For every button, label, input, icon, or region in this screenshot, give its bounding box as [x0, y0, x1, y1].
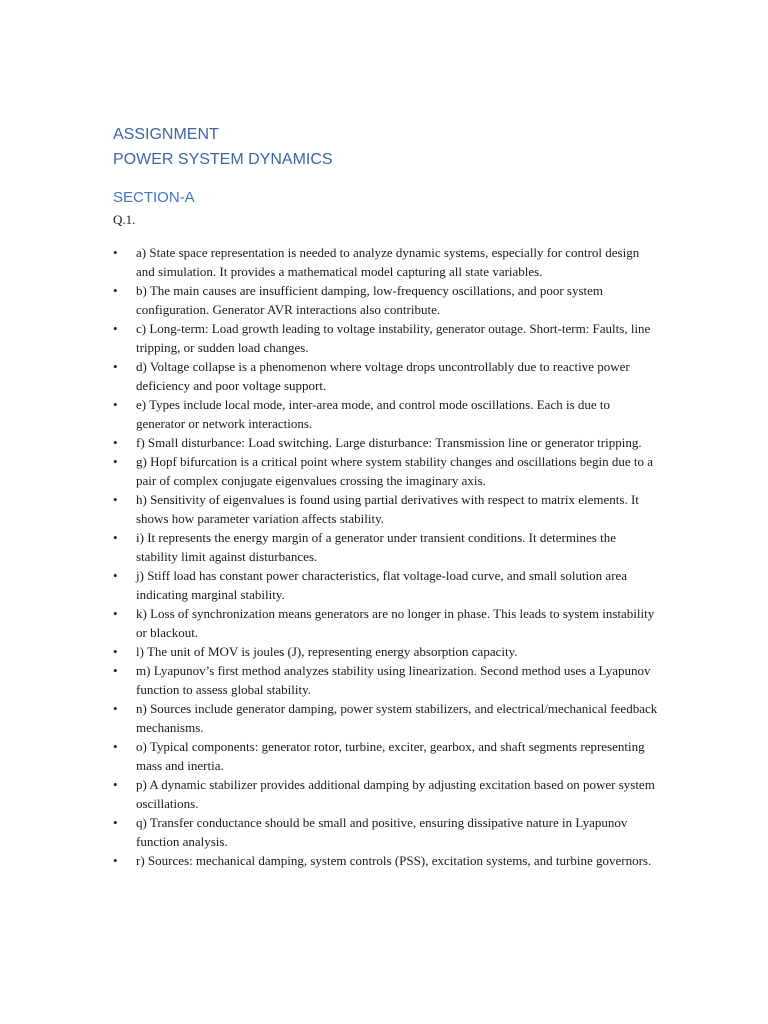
bullet-icon: • — [113, 815, 118, 830]
list-item — [113, 395, 658, 433]
list-item — [113, 642, 658, 661]
answer-text: p) A dynamic stabilizer provides additional damping by adjusting excitation based on power system oscillations. — [136, 777, 655, 811]
bullet-icon: • — [113, 454, 118, 469]
section-heading: SECTION-A — [113, 189, 195, 206]
bullet-icon: • — [113, 853, 118, 868]
bullet-icon: • — [113, 568, 118, 583]
answer-text: j) Stiff load has constant power characteristics, flat voltage-load curve, and small solution area indicating marginal stability. — [136, 568, 628, 602]
answer-text: i) It represents the energy margin of a generator under transient conditions. It determines the stability limit against disturbances. — [136, 530, 616, 564]
bullet-icon: • — [113, 492, 118, 507]
document-title: ASSIGNMENT — [113, 126, 219, 143]
answer-text: f) Small disturbance: Load switching. Large disturbance: Transmission line or generator tripping. — [136, 435, 642, 450]
list-item — [113, 813, 658, 851]
bullet-icon: • — [113, 663, 118, 678]
bullet-icon: • — [113, 644, 118, 659]
answer-list — [113, 243, 658, 870]
list-item — [113, 661, 658, 699]
list-item — [113, 566, 658, 604]
list-item — [113, 737, 658, 775]
answer-text: a) State space representation is needed to analyze dynamic systems, especially for control design and simulation. It provides a mathematical model capturing all state variables. — [136, 245, 640, 279]
answer-text: q) Transfer conductance should be small and positive, ensuring dissipative nature in Lyapunov function analysis. — [136, 815, 628, 849]
list-item — [113, 699, 658, 737]
answer-text: h) Sensitivity of eigenvalues is found using partial derivatives with respect to matrix elements. It shows how parameter variation affects stability. — [136, 492, 639, 526]
answer-text: e) Types include local mode, inter-area mode, and control mode oscillations. Each is due to generator or network interactions. — [136, 397, 611, 431]
list-item — [113, 604, 658, 642]
list-item — [113, 775, 658, 813]
list-item — [113, 243, 658, 281]
answer-text: k) Loss of synchronization means generators are no longer in phase. This leads to system instability or blackout. — [136, 606, 655, 640]
answer-text: o) Typical components: generator rotor, turbine, exciter, gearbox, and shaft segments representing mass and inertia. — [136, 739, 645, 773]
answer-text: n) Sources include generator damping, power system stabilizers, and electrical/mechanical feedback mechanisms. — [136, 701, 658, 735]
list-item — [113, 490, 658, 528]
answer-text: d) Voltage collapse is a phenomenon where voltage drops uncontrollably due to reactive power deficiency and poor voltage support. — [136, 359, 630, 393]
list-item — [113, 433, 658, 452]
answer-text: b) The main causes are insufficient damping, low-frequency oscillations, and poor system configuration. Generator AVR interactions also contribute. — [136, 283, 604, 317]
bullet-icon: • — [113, 777, 118, 792]
question-label: Q.1. — [113, 212, 136, 227]
answer-text: g) Hopf bifurcation is a critical point where system stability changes and oscillations begin due to a pair of complex conjugate eigenvalues crossing the imaginary axis. — [136, 454, 653, 488]
answer-text: l) The unit of MOV is joules (J), representing energy absorption capacity. — [136, 644, 518, 659]
bullet-icon: • — [113, 435, 118, 450]
answer-text: c) Long-term: Load growth leading to voltage instability, generator outage. Short-term: Faults, line tripping, or sudden load changes. — [136, 321, 651, 355]
bullet-icon: • — [113, 321, 118, 336]
list-item — [113, 357, 658, 395]
list-item — [113, 281, 658, 319]
list-item — [113, 851, 658, 870]
answer-text: r) Sources: mechanical damping, system controls (PSS), excitation systems, and turbine governors. — [136, 853, 652, 868]
document-subject: POWER SYSTEM DYNAMICS — [113, 151, 333, 168]
list-item — [113, 319, 658, 357]
bullet-icon: • — [113, 701, 118, 716]
list-item — [113, 528, 658, 566]
bullet-icon: • — [113, 283, 118, 298]
bullet-icon: • — [113, 739, 118, 754]
bullet-icon: • — [113, 530, 118, 545]
bullet-icon: • — [113, 606, 118, 621]
list-item — [113, 452, 658, 490]
bullet-icon: • — [113, 359, 118, 374]
bullet-icon: • — [113, 397, 118, 412]
bullet-icon: • — [113, 245, 118, 260]
answer-text: m) Lyapunov’s first method analyzes stability using linearization. Second method uses a Lyapunov function to assess global stability. — [136, 663, 651, 697]
